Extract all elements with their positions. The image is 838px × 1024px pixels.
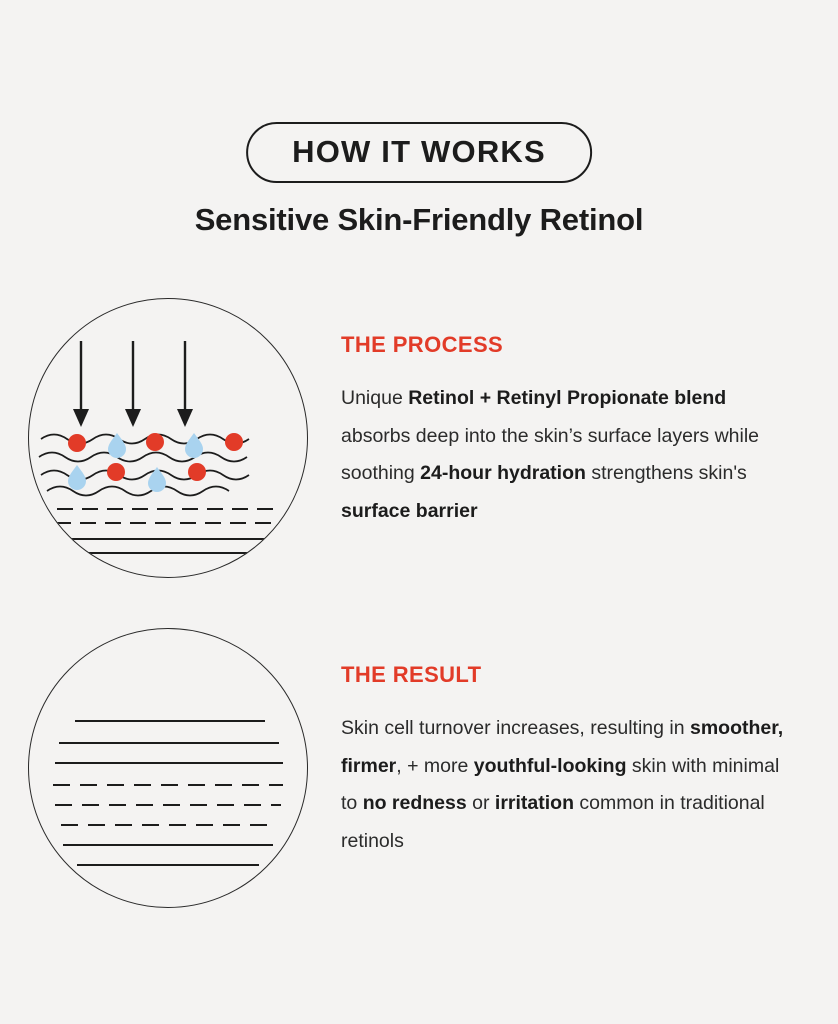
smooth-skin-illustration (29, 629, 307, 907)
skin-absorption-illustration (29, 299, 307, 577)
how-it-works-label: HOW IT WORKS (292, 134, 546, 169)
result-body: Skin cell turnover increases, resulting in smoother, firmer, + more youthful-looking skin with minimal to no redness or irritation common in traditional retinols (341, 717, 784, 852)
smooth-skin-layers-diagram (28, 628, 308, 908)
section-the-process (0, 298, 838, 598)
how-it-works-badge (246, 122, 592, 183)
result-text-block (341, 662, 793, 861)
section-the-result (0, 628, 838, 928)
process-text-block (341, 332, 793, 531)
process-body: Unique Retinol + Retinyl Propionate blend absorbs deep into the skin’s surface layers while soothing 24-hour hydration strengthens skin's surface barrier (341, 387, 760, 522)
skin-absorption-diagram (28, 298, 308, 578)
result-kicker: THE RESULT (341, 662, 482, 687)
page-title: Sensitive Skin-Friendly Retinol (194, 202, 644, 237)
process-kicker: THE PROCESS (341, 332, 504, 357)
